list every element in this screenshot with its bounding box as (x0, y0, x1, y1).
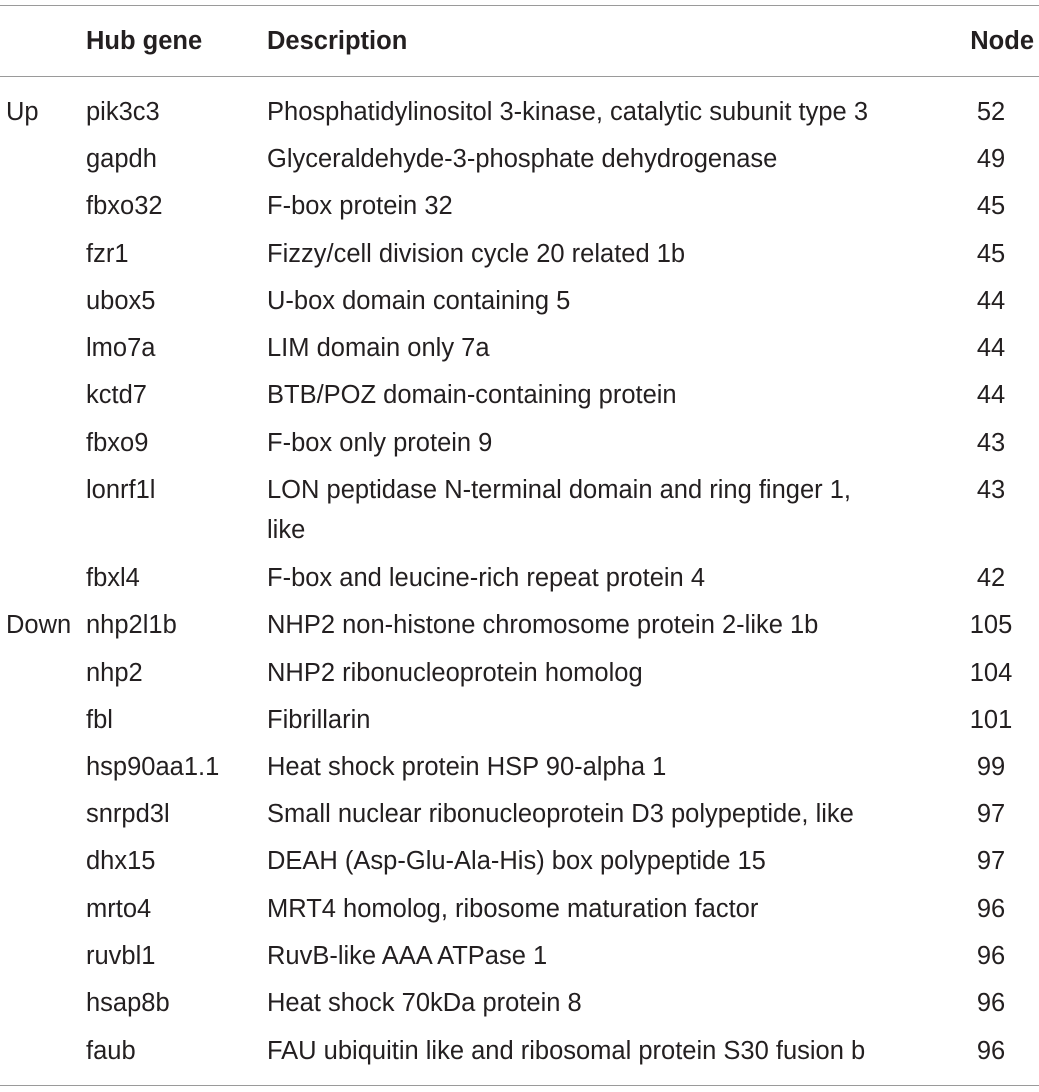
row-node: 96 (976, 942, 1006, 970)
row-description: Fizzy/cell division cycle 20 related 1b (267, 240, 686, 268)
row-node: 45 (976, 240, 1006, 268)
row-description: F-box protein 32 (267, 192, 453, 220)
row-description: FAU ubiquitin like and ribosomal protein S30 fusion b (267, 1037, 866, 1065)
row-hub-gene: nhp2 (86, 659, 143, 687)
header-hub-gene: Hub gene (86, 27, 203, 55)
row-description: F-box and leucine-rich repeat protein 4 (267, 564, 705, 592)
table-top-rule (0, 5, 1039, 6)
row-hub-gene: fbxl4 (86, 564, 140, 592)
row-description: Heat shock protein HSP 90-alpha 1 (267, 753, 667, 781)
row-node: 99 (976, 753, 1006, 781)
row-description: Glyceraldehyde-3-phosphate dehydrogenase (267, 145, 778, 173)
row-hub-gene: lmo7a (86, 334, 156, 362)
row-group-label: Up (6, 98, 39, 126)
row-hub-gene: fzr1 (86, 240, 129, 268)
row-description: U-box domain containing 5 (267, 287, 571, 315)
row-hub-gene: faub (86, 1037, 136, 1065)
row-node: 97 (976, 800, 1006, 828)
row-hub-gene: lonrf1l (86, 476, 156, 504)
row-description: Small nuclear ribonucleoprotein D3 polypeptide, like (267, 800, 854, 828)
row-node: 52 (976, 98, 1006, 126)
row-hub-gene: dhx15 (86, 847, 156, 875)
row-description: RuvB-like AAA ATPase 1 (267, 942, 548, 970)
row-node: 96 (976, 1037, 1006, 1065)
row-node: 97 (976, 847, 1006, 875)
row-node: 104 (969, 659, 1013, 687)
row-node: 96 (976, 989, 1006, 1017)
table-bottom-rule (0, 1085, 1039, 1086)
row-hub-gene: ubox5 (86, 287, 156, 315)
table-header-rule (0, 76, 1039, 77)
row-description: NHP2 ribonucleoprotein homolog (267, 659, 643, 687)
row-node: 44 (976, 287, 1006, 315)
row-description: LON peptidase N-terminal domain and ring finger 1, (267, 476, 851, 504)
row-hub-gene: nhp2l1b (86, 611, 177, 639)
row-description: Heat shock 70kDa protein 8 (267, 989, 582, 1017)
row-description: DEAH (Asp-Glu-Ala-His) box polypeptide 15 (267, 847, 766, 875)
row-hub-gene: snrpd3l (86, 800, 170, 828)
row-node: 101 (969, 706, 1013, 734)
row-description: NHP2 non-histone chromosome protein 2-like 1b (267, 611, 819, 639)
row-node: 42 (976, 564, 1006, 592)
row-description: Phosphatidylinositol 3-kinase, catalytic subunit type 3 (267, 98, 869, 126)
row-hub-gene: fbl (86, 706, 113, 734)
row-group-label: Down (6, 611, 72, 639)
row-hub-gene: pik3c3 (86, 98, 160, 126)
row-node: 43 (976, 476, 1006, 504)
row-hub-gene: kctd7 (86, 381, 147, 409)
row-hub-gene: fbxo9 (86, 429, 149, 457)
row-node: 45 (976, 192, 1006, 220)
row-node: 105 (969, 611, 1013, 639)
row-hub-gene: hsp90aa1.1 (86, 753, 220, 781)
row-description: Fibrillarin (267, 706, 371, 734)
row-description: MRT4 homolog, ribosome maturation factor (267, 895, 759, 923)
row-description-continued: like (267, 516, 306, 544)
header-description: Description (267, 27, 408, 55)
row-description: F-box only protein 9 (267, 429, 493, 457)
row-hub-gene: hsap8b (86, 989, 170, 1017)
header-node: Node (970, 27, 1034, 55)
row-node: 44 (976, 334, 1006, 362)
row-node: 43 (976, 429, 1006, 457)
row-description: LIM domain only 7a (267, 334, 490, 362)
row-node: 96 (976, 895, 1006, 923)
row-hub-gene: fbxo32 (86, 192, 163, 220)
row-node: 49 (976, 145, 1006, 173)
row-node: 44 (976, 381, 1006, 409)
row-hub-gene: gapdh (86, 145, 157, 173)
row-hub-gene: mrto4 (86, 895, 152, 923)
row-description: BTB/POZ domain-containing protein (267, 381, 677, 409)
row-hub-gene: ruvbl1 (86, 942, 156, 970)
